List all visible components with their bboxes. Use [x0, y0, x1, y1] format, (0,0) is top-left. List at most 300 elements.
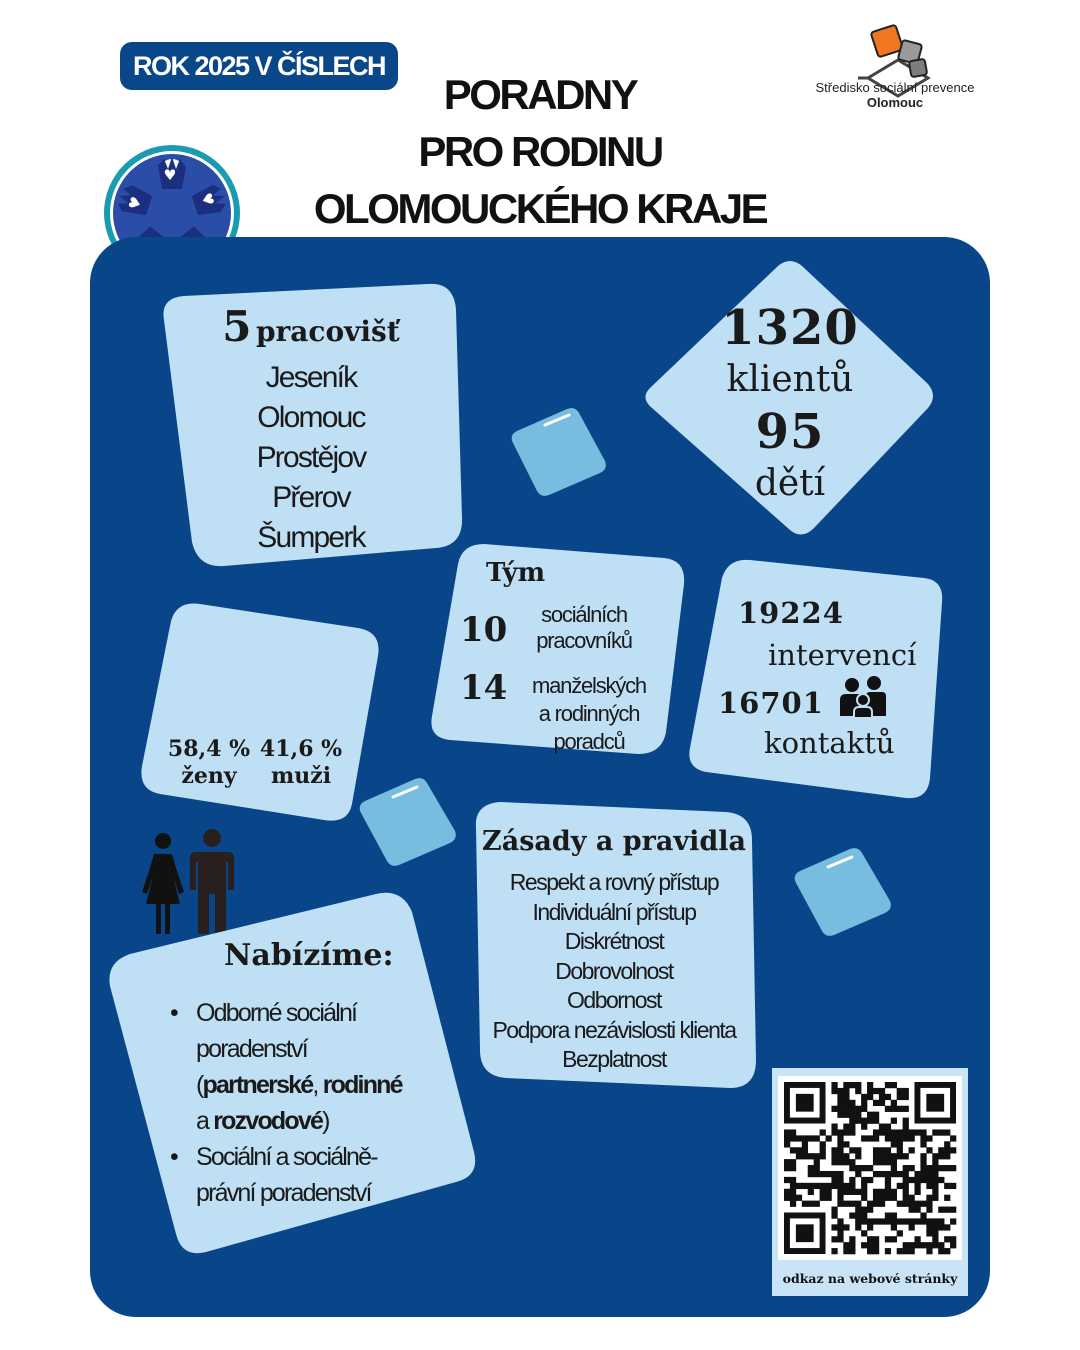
qr-module	[784, 1177, 790, 1183]
qr-module	[843, 1189, 849, 1195]
qr-module	[867, 1248, 873, 1254]
qr-module	[837, 1135, 843, 1141]
qr-module	[909, 1242, 915, 1248]
qr-module	[891, 1106, 897, 1112]
offer-list	[196, 995, 466, 1211]
qr-module	[837, 1218, 843, 1224]
qr-module	[944, 1147, 950, 1153]
offer-title: Nabízíme:	[224, 938, 394, 973]
qr-code-frame	[778, 1076, 962, 1260]
location-item: Olomouc	[257, 401, 365, 434]
qr-module	[861, 1124, 867, 1130]
qr-module	[897, 1218, 903, 1224]
qr-module	[802, 1153, 808, 1159]
qr-module	[885, 1218, 891, 1224]
qr-module	[885, 1212, 891, 1218]
qr-module	[808, 1189, 814, 1195]
qr-module	[867, 1236, 873, 1242]
qr-module	[861, 1094, 867, 1100]
qr-module	[873, 1201, 879, 1207]
qr-module	[784, 1195, 790, 1201]
qr-module	[790, 1129, 796, 1135]
qr-module	[950, 1165, 956, 1171]
people-icon	[838, 676, 888, 720]
men-label: muži	[270, 763, 332, 789]
qr-module	[926, 1218, 932, 1224]
location-item: Prostějov	[256, 441, 366, 474]
qr-module	[826, 1189, 832, 1195]
qr-module	[891, 1129, 897, 1135]
qr-module	[837, 1195, 843, 1201]
qr-module	[837, 1236, 843, 1242]
qr-module	[784, 1165, 790, 1171]
qr-module	[950, 1183, 956, 1189]
qr-module	[932, 1153, 938, 1159]
qr-module	[926, 1207, 932, 1213]
qr-module	[914, 1171, 920, 1177]
locations-label: pracovišť	[255, 315, 400, 348]
qr-module	[897, 1248, 903, 1254]
qr-module	[831, 1129, 837, 1135]
qr-module	[849, 1165, 855, 1171]
men-stat	[246, 736, 356, 790]
qr-module	[867, 1082, 873, 1088]
team-title: Tým	[486, 558, 546, 588]
qr-module	[944, 1236, 950, 1242]
qr-module	[837, 1147, 843, 1153]
qr-module	[802, 1141, 808, 1147]
qr-module	[879, 1171, 885, 1177]
qr-module	[831, 1153, 837, 1159]
qr-module	[897, 1230, 903, 1236]
qr-finder	[926, 1094, 944, 1112]
qr-module	[855, 1218, 861, 1224]
qr-module	[909, 1135, 915, 1141]
qr-module	[885, 1082, 891, 1088]
qr-module	[849, 1082, 855, 1088]
qr-module	[914, 1207, 920, 1213]
qr-module	[920, 1135, 926, 1141]
clients-label: klientů	[726, 359, 854, 400]
qr-module	[831, 1212, 837, 1218]
offer-line: právní poradenství	[196, 1179, 371, 1207]
qr-module	[920, 1159, 926, 1165]
qr-module	[932, 1224, 938, 1230]
social-workers-label-line: pracovníků	[536, 628, 632, 653]
qr-module	[849, 1189, 855, 1195]
qr-finder	[796, 1094, 814, 1112]
qr-module	[926, 1242, 932, 1248]
qr-module	[873, 1218, 879, 1224]
locations-heading	[158, 302, 464, 351]
qr-module	[903, 1201, 909, 1207]
qr-module	[861, 1195, 867, 1201]
qr-module	[932, 1189, 938, 1195]
qr-module	[802, 1147, 808, 1153]
qr-module	[784, 1129, 790, 1135]
qr-module	[938, 1153, 944, 1159]
qr-module	[837, 1201, 843, 1207]
qr-module	[938, 1218, 944, 1224]
qr-module	[897, 1129, 903, 1135]
qr-module	[849, 1177, 855, 1183]
qr-module	[920, 1212, 926, 1218]
social-workers-label-line: sociálních	[541, 602, 627, 627]
qr-module	[903, 1094, 909, 1100]
counselors-label	[514, 672, 664, 756]
qr-module	[920, 1171, 926, 1177]
qr-module	[909, 1129, 915, 1135]
qr-module	[837, 1106, 843, 1112]
qr-module	[861, 1165, 867, 1171]
qr-module	[790, 1189, 796, 1195]
clients-stats	[640, 298, 940, 506]
qr-module	[914, 1201, 920, 1207]
qr-module	[849, 1159, 855, 1165]
qr-module	[903, 1118, 909, 1124]
qr-module	[914, 1183, 920, 1189]
rule-item: Odbornost	[567, 987, 661, 1013]
qr-module	[849, 1129, 855, 1135]
qr-module	[843, 1106, 849, 1112]
qr-module	[885, 1147, 891, 1153]
qr-module	[843, 1159, 849, 1165]
qr-module	[849, 1112, 855, 1118]
qr-module	[873, 1129, 879, 1135]
qr-module	[897, 1094, 903, 1100]
qr-module	[873, 1135, 879, 1141]
qr-module	[920, 1177, 926, 1183]
qr-module	[891, 1189, 897, 1195]
qr-module	[790, 1135, 796, 1141]
qr-module	[903, 1171, 909, 1177]
qr-module	[879, 1124, 885, 1130]
qr-module	[861, 1212, 867, 1218]
qr-module	[837, 1141, 843, 1147]
qr-module	[879, 1201, 885, 1207]
qr-module	[790, 1147, 796, 1153]
qr-module	[914, 1236, 920, 1242]
qr-module	[932, 1195, 938, 1201]
qr-module	[920, 1218, 926, 1224]
qr-module	[831, 1124, 837, 1130]
clients-count: 1320	[721, 300, 859, 356]
qr-module	[837, 1112, 843, 1118]
qr-module	[938, 1248, 944, 1254]
qr-module	[938, 1207, 944, 1213]
qr-module	[831, 1088, 837, 1094]
qr-module	[867, 1112, 873, 1118]
qr-module	[855, 1224, 861, 1230]
qr-module	[879, 1147, 885, 1153]
qr-module	[855, 1165, 861, 1171]
qr-module	[909, 1207, 915, 1213]
qr-module	[950, 1242, 956, 1248]
qr-module	[837, 1171, 843, 1177]
counselors-label-line: manželských	[532, 673, 646, 698]
qr-module	[891, 1082, 897, 1088]
social-workers-label	[520, 602, 648, 654]
qr-module	[938, 1177, 944, 1183]
qr-module	[897, 1153, 903, 1159]
qr-module	[926, 1183, 932, 1189]
rule-item: Diskrétnost	[564, 928, 664, 954]
location-item: Přerov	[272, 481, 350, 514]
qr-module	[814, 1135, 820, 1141]
qr-module	[873, 1248, 879, 1254]
qr-module	[891, 1118, 897, 1124]
qr-module	[873, 1088, 879, 1094]
qr-module	[891, 1153, 897, 1159]
qr-module	[909, 1218, 915, 1224]
qr-module	[909, 1248, 915, 1254]
qr-module	[855, 1201, 861, 1207]
qr-module	[920, 1165, 926, 1171]
qr-module	[920, 1129, 926, 1135]
qr-module	[885, 1135, 891, 1141]
qr-module	[837, 1230, 843, 1236]
offer-line	[196, 1067, 466, 1103]
qr-module	[831, 1224, 837, 1230]
qr-module	[885, 1171, 891, 1177]
qr-module	[826, 1183, 832, 1189]
qr-module	[855, 1189, 861, 1195]
qr-module	[920, 1141, 926, 1147]
qr-module	[897, 1106, 903, 1112]
qr-module	[814, 1201, 820, 1207]
qr-module	[867, 1207, 873, 1213]
qr-module	[814, 1159, 820, 1165]
men-percent: 41,6 %	[259, 736, 343, 762]
team-card	[428, 540, 686, 758]
qr-module	[950, 1147, 956, 1153]
qr-module	[855, 1112, 861, 1118]
clients-card	[640, 258, 940, 543]
qr-module	[897, 1171, 903, 1177]
qr-module	[885, 1153, 891, 1159]
qr-module	[926, 1230, 932, 1236]
qr-module	[814, 1165, 820, 1171]
qr-module	[891, 1218, 897, 1224]
qr-module	[897, 1141, 903, 1147]
location-item: Šumperk	[257, 521, 365, 554]
qr-module	[885, 1177, 891, 1183]
offer-line: poradenství	[196, 1035, 307, 1063]
qr-module	[802, 1183, 808, 1189]
qr-module	[849, 1242, 855, 1248]
qr-module	[914, 1129, 920, 1135]
qr-module	[814, 1171, 820, 1177]
qr-module	[867, 1201, 873, 1207]
qr-module	[837, 1100, 843, 1106]
women-percent: 58,4 %	[167, 736, 251, 762]
qr-module	[926, 1248, 932, 1254]
qr-module	[903, 1189, 909, 1195]
qr-module	[879, 1129, 885, 1135]
qr-module	[808, 1171, 814, 1177]
qr-module	[926, 1135, 932, 1141]
qr-module	[831, 1177, 837, 1183]
page-title	[240, 66, 840, 237]
qr-module	[944, 1195, 950, 1201]
qr-module	[932, 1236, 938, 1242]
qr-module	[790, 1201, 796, 1207]
qr-finder	[796, 1224, 814, 1242]
qr-module	[843, 1082, 849, 1088]
qr-module	[867, 1118, 873, 1124]
qr-module	[885, 1189, 891, 1195]
qr-module	[873, 1195, 879, 1201]
title-line-1: PORADNY	[443, 71, 637, 118]
qr-module	[820, 1153, 826, 1159]
counselors-label-line: a rodinných	[538, 701, 640, 726]
qr-module	[867, 1177, 873, 1183]
qr-module	[938, 1224, 944, 1230]
qr-module	[808, 1183, 814, 1189]
qr-module	[873, 1118, 879, 1124]
qr-module	[837, 1159, 843, 1165]
qr-module	[879, 1159, 885, 1165]
qr-module	[932, 1159, 938, 1165]
qr-module	[903, 1124, 909, 1130]
offer-bold-partner: partnerské	[202, 1071, 313, 1099]
qr-module	[903, 1165, 909, 1171]
qr-module	[837, 1177, 843, 1183]
qr-module	[855, 1147, 861, 1153]
qr-module	[820, 1195, 826, 1201]
qr-module	[849, 1183, 855, 1189]
rule-item: Individuální přístup	[532, 898, 696, 925]
qr-module	[861, 1106, 867, 1112]
qr-module	[837, 1129, 843, 1135]
qr-module	[932, 1242, 938, 1248]
qr-module	[903, 1088, 909, 1094]
qr-module	[885, 1094, 891, 1100]
qr-module	[920, 1201, 926, 1207]
offer-item-legal-counseling	[196, 1139, 466, 1211]
qr-module	[885, 1248, 891, 1254]
interventions-count: 19224	[738, 596, 844, 630]
qr-module	[926, 1224, 932, 1230]
qr-code[interactable]	[778, 1076, 962, 1260]
qr-module	[843, 1100, 849, 1106]
qr-module	[796, 1195, 802, 1201]
qr-module	[897, 1147, 903, 1153]
qr-module	[826, 1195, 832, 1201]
qr-module	[944, 1141, 950, 1147]
qr-module	[867, 1094, 873, 1100]
qr-module	[837, 1153, 843, 1159]
qr-module	[843, 1153, 849, 1159]
qr-module	[867, 1218, 873, 1224]
qr-module	[796, 1147, 802, 1153]
qr-module	[926, 1147, 932, 1153]
qr-module	[861, 1189, 867, 1195]
interventions-card	[688, 558, 943, 800]
qr-module	[903, 1195, 909, 1201]
qr-module	[914, 1177, 920, 1183]
qr-module	[938, 1147, 944, 1153]
qr-module	[879, 1094, 885, 1100]
qr-module	[903, 1106, 909, 1112]
qr-module	[867, 1165, 873, 1171]
children-label: dětí	[754, 463, 826, 504]
qr-module	[909, 1177, 915, 1183]
qr-module	[926, 1171, 932, 1177]
rule-item: Podpora nezávislosti klienta	[492, 1016, 736, 1043]
qr-module	[820, 1189, 826, 1195]
qr-module	[861, 1100, 867, 1106]
contacts-count: 16701	[718, 686, 824, 720]
qr-code-box[interactable]	[772, 1068, 968, 1296]
qr-module	[843, 1224, 849, 1230]
qr-module	[843, 1242, 849, 1248]
qr-module	[885, 1183, 891, 1189]
qr-module	[855, 1207, 861, 1213]
qr-module	[784, 1135, 790, 1141]
qr-module	[849, 1100, 855, 1106]
interventions-label: intervencí	[768, 638, 917, 672]
qr-module	[843, 1183, 849, 1189]
location-item: Jeseník	[265, 361, 357, 394]
qr-module	[861, 1218, 867, 1224]
qr-module	[926, 1177, 932, 1183]
decorative-tile	[505, 405, 610, 500]
qr-module	[891, 1195, 897, 1201]
counselors-count: 14	[460, 668, 508, 708]
rules-title: Zásady a pravidla	[482, 826, 746, 857]
qr-module	[879, 1195, 885, 1201]
offer-line: • Odborné sociální	[196, 999, 357, 1027]
rules-list	[472, 868, 756, 1075]
offer-sep: ,	[312, 1071, 323, 1099]
qr-module	[932, 1129, 938, 1135]
qr-module	[843, 1094, 849, 1100]
qr-module	[950, 1218, 956, 1224]
qr-module	[944, 1207, 950, 1213]
qr-module	[843, 1129, 849, 1135]
qr-module	[802, 1135, 808, 1141]
offer-paren: )	[322, 1107, 329, 1135]
qr-module	[784, 1189, 790, 1195]
qr-module	[867, 1088, 873, 1094]
qr-module	[867, 1135, 873, 1141]
qr-module	[873, 1112, 879, 1118]
qr-module	[932, 1165, 938, 1171]
interventions-card-shape	[688, 558, 943, 800]
qr-module	[920, 1153, 926, 1159]
qr-module	[831, 1248, 837, 1254]
qr-module	[826, 1135, 832, 1141]
qr-module	[938, 1129, 944, 1135]
women-label: ženy	[181, 763, 237, 789]
qr-module	[837, 1094, 843, 1100]
qr-module	[950, 1207, 956, 1213]
qr-module	[802, 1201, 808, 1207]
organization-city: Olomouc	[866, 95, 924, 110]
qr-module	[903, 1135, 909, 1141]
qr-module	[885, 1195, 891, 1201]
qr-module	[814, 1153, 820, 1159]
qr-module	[903, 1183, 909, 1189]
qr-module	[926, 1201, 932, 1207]
qr-module	[820, 1147, 826, 1153]
qr-module	[891, 1171, 897, 1177]
qr-module	[826, 1171, 832, 1177]
qr-module	[909, 1201, 915, 1207]
qr-module	[944, 1153, 950, 1159]
qr-module	[843, 1141, 849, 1147]
